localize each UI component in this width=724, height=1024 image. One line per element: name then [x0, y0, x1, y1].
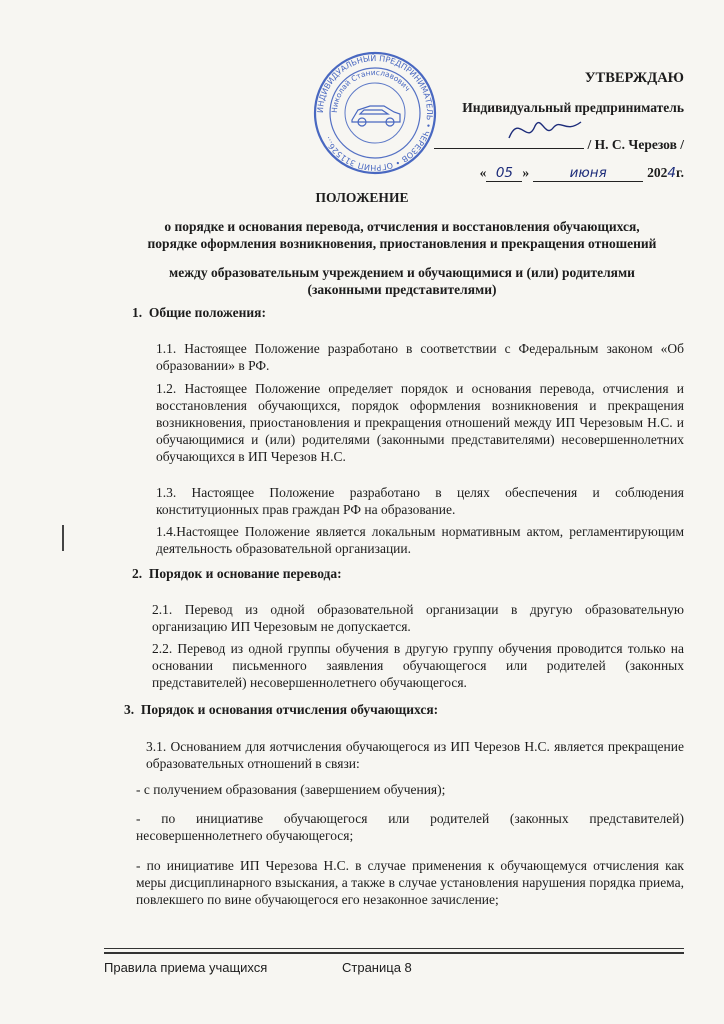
- approval-role: Индивидуальный предприниматель: [462, 100, 684, 115]
- subtitle-1-line-1: о порядке и основания перевода, отчисления и восстановления обучающихся,: [164, 219, 640, 234]
- date-year-end: г.: [676, 165, 684, 180]
- date-year-prefix: 202: [647, 165, 668, 180]
- paragraph-2-1: 2.1. Перевод из одной образовательной организации в другую образовательную организацию ИП Черезовым не допускается.: [152, 602, 684, 634]
- car-icon: [352, 106, 400, 126]
- footer-rule-thin: [104, 948, 684, 949]
- footer-document-name: Правила приема учащихся: [104, 960, 268, 975]
- section-3-title: Порядок и основания отчисления обучающихся:: [140, 702, 439, 717]
- subtitle-2-line-2: (законными представителями): [307, 282, 497, 297]
- document-title: ПОЛОЖЕНИЕ: [315, 190, 409, 205]
- section-3-number: 3.: [124, 702, 135, 717]
- approval-signature-name: / Н. С. Черезов /: [587, 137, 684, 152]
- document-subtitle-2: [100, 264, 704, 298]
- date-close-quote: »: [522, 165, 530, 180]
- paragraph-3-item-3: - по инициативе ИП Черезова Н.С. в случае применения к обучающемуся отчисления как меры дисциплинарного взыскания, а также в случае установления нарушения порядка приема, повлекшего по вине обучающегося его незаконное зачисление;: [136, 858, 684, 907]
- margin-mark: [62, 525, 64, 551]
- section-1-heading: [132, 305, 266, 321]
- paragraph-3-item-2: - по инициативе обучающегося или родителей (законных представителей) несовершеннолетнего обучающегося;: [136, 811, 684, 843]
- footer-page-number: Страница 8: [342, 960, 412, 975]
- section-2-heading: [132, 566, 342, 582]
- stamp-inner-text: Николай Станиславович: [329, 67, 413, 114]
- paragraph-2-2: 2.2. Перевод из одной группы обучения в другую группу обучения проводится только на основании письменного заявления обучающегося или родителей (законных представителей) несовершеннолетнего обучающегося.: [152, 641, 684, 690]
- subtitle-1-line-2: порядке оформления возникновения, приостановления и прекращения отношений: [147, 236, 657, 251]
- section-2-number: 2.: [132, 566, 143, 581]
- section-1-title: Общие положения:: [148, 305, 266, 320]
- paragraph-1-4: 1.4.Настоящее Положение является локальным нормативным актом, регламентирующим деятельность образовательной организации.: [156, 524, 684, 556]
- paragraph-1-1: 1.1. Настоящее Положение разработано в соответствии с Федеральным законом «Об образовании» в РФ.: [156, 341, 684, 373]
- stamp-outer-text: ИНДИВИДУАЛЬНЫЙ ПРЕДПРИНИМАТЕЛЬ • ЧЕРЕЗОВ • ОГРНИП 311526...: [315, 53, 435, 173]
- date-day: 05: [486, 165, 522, 182]
- footer-rule-thick: [104, 952, 684, 954]
- signature-line: [434, 138, 584, 149]
- paragraph-3-1: 3.1. Основанием для яотчисления обучающегося из ИП Черезов Н.С. является прекращение образовательных отношений в связи:: [146, 739, 684, 771]
- document-subtitle-1: [100, 218, 704, 252]
- date-open-quote: «: [479, 165, 487, 180]
- approval-date: [480, 165, 684, 182]
- section-1-number: 1.: [132, 305, 143, 320]
- paragraph-3-item-1: - с получением образования (завершением обучения);: [136, 782, 446, 797]
- approval-title: УТВЕРЖДАЮ: [584, 70, 684, 86]
- approval-signature: [434, 137, 684, 153]
- official-stamp: [312, 50, 438, 176]
- section-3-heading: [124, 702, 438, 718]
- date-year-suffix: 4: [667, 165, 677, 181]
- paragraph-1-3: 1.3. Настоящее Положение разработано в целях обеспечения и соблюдения конституционных прав граждан РФ на образование.: [156, 485, 684, 517]
- subtitle-2-line-1: между образовательным учреждением и обучающимися и (или) родителями: [169, 265, 635, 280]
- date-month: июня: [533, 165, 643, 182]
- section-2-title: Порядок и основание перевода:: [148, 566, 342, 581]
- paragraph-1-2: 1.2. Настоящее Положение определяет порядок и основания перевода, отчисления и восстановления обучающихся, порядок оформления возникновения и прекращения возникновения, приостановления и прекращения отношений между ИП Черезовым Н.С. и обучающимися и (или) родителями (законными представителями) несовершеннолетних обучающихся в ИП Черезов Н.С.: [156, 381, 684, 464]
